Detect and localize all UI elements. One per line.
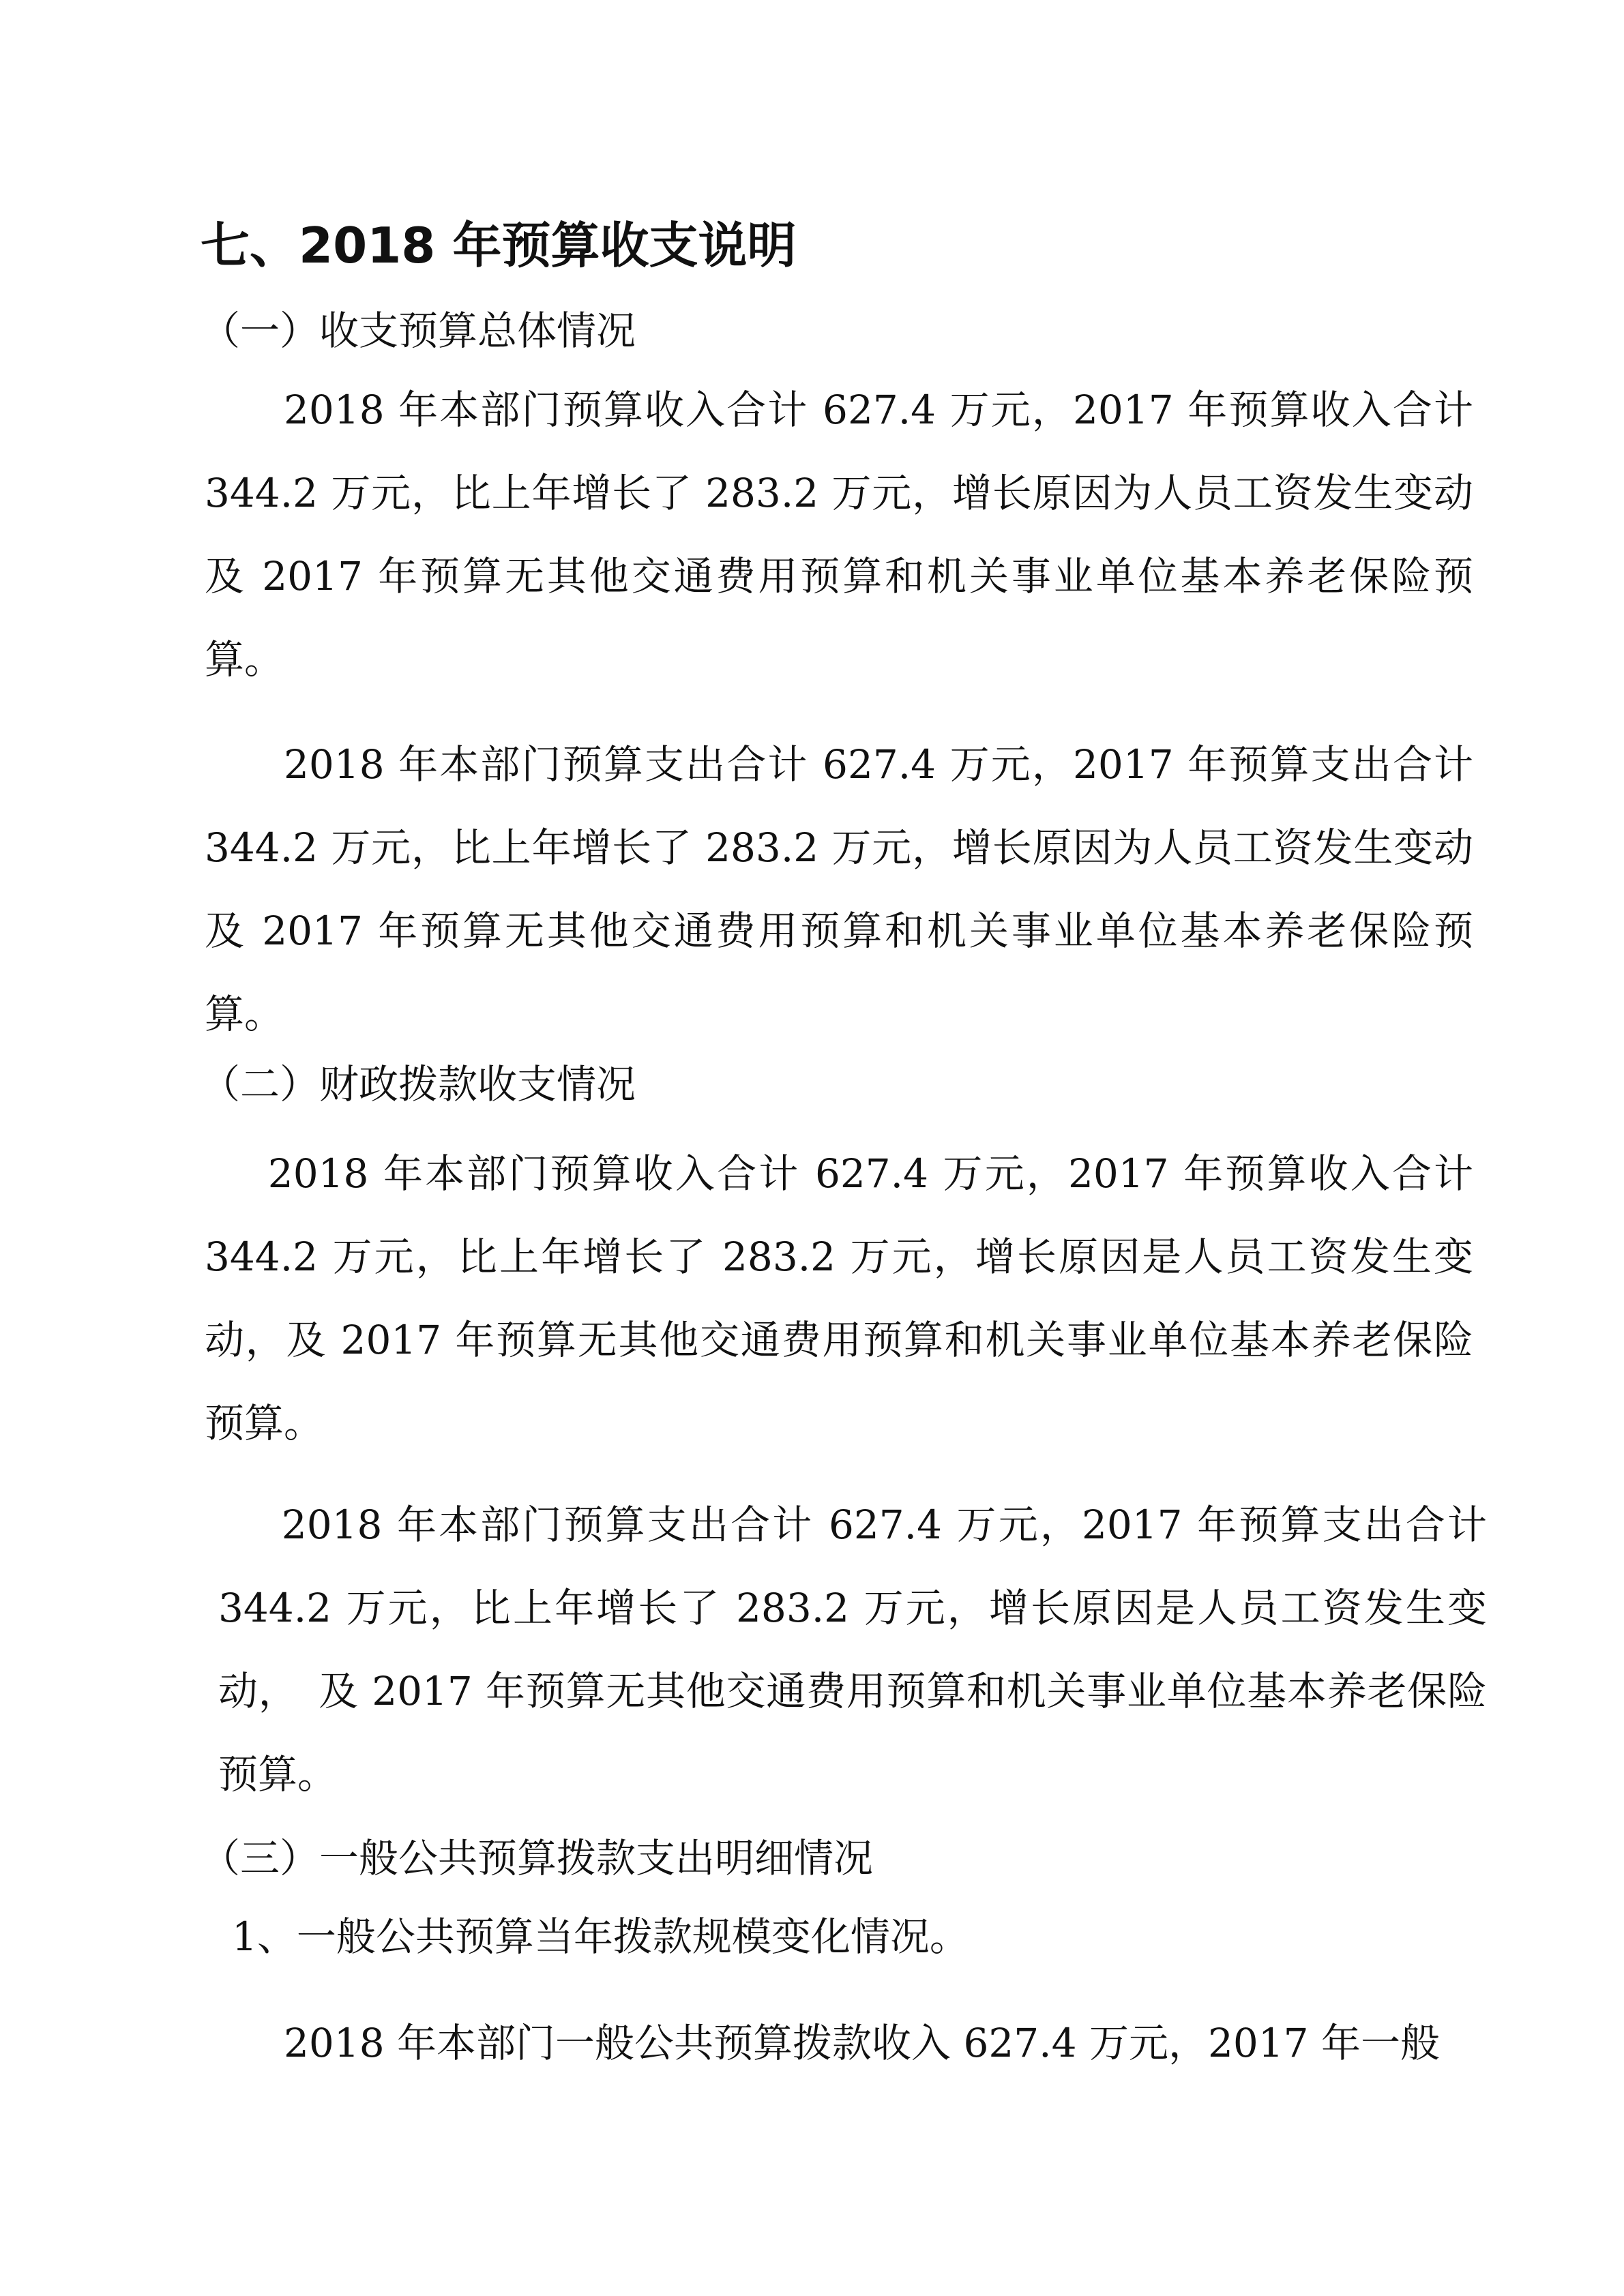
list-item-1: 1、一般公共预算当年拨款规模变化情况。 <box>232 1913 969 1960</box>
section-heading-3: （三）一般公共预算拨款支出明细情况 <box>201 1835 874 1881</box>
paragraph-expense-total: 2018 年本部门预算支出合计 627.4 万元，2017 年预算支出合计 344.2 万元，比上年增长了 283.2 万元，增长原因为人员工资发生变动及 2017 年预算无其他交通费用预算和机关事业单位基本养老保险预算。 <box>205 741 1473 1037</box>
paragraph-income-total: 2018 年本部门预算收入合计 627.4 万元，2017 年预算收入合计 344.2 万元，比上年增长了 283.2 万元，增长原因为人员工资发生变动及 2017 年预算无其他交通费用预算和机关事业单位基本养老保险预算。 <box>205 387 1473 683</box>
section-heading-1: （一）收支预算总体情况 <box>201 308 636 354</box>
paragraph-fiscal-expense: 2018 年本部门预算支出合计 627.4 万元，2017 年预算支出合计 344.2 万元，比上年增长了 283.2 万元，增长原因是人员工资发生变动， 及 2017 年预算无其他交通费用预算和机关事业单位基本养老保险预算。 <box>218 1502 1487 1798</box>
section-heading-2: （二）财政拨款收支情况 <box>201 1061 636 1107</box>
paragraph-general-budget: 2018 年本部门一般公共预算拨款收入 627.4 万元，2017 年一般 <box>284 2020 1441 2066</box>
page-title: 七、2018 年预算收支说明 <box>201 217 797 274</box>
paragraph-fiscal-income: 2018 年本部门预算收入合计 627.4 万元，2017 年预算收入合计 344.2 万元，比上年增长了 283.2 万元，增长原因是人员工资发生变动，及 2017 年预算无其他交通费用预算和机关事业单位基本养老保险预算。 <box>205 1150 1473 1446</box>
